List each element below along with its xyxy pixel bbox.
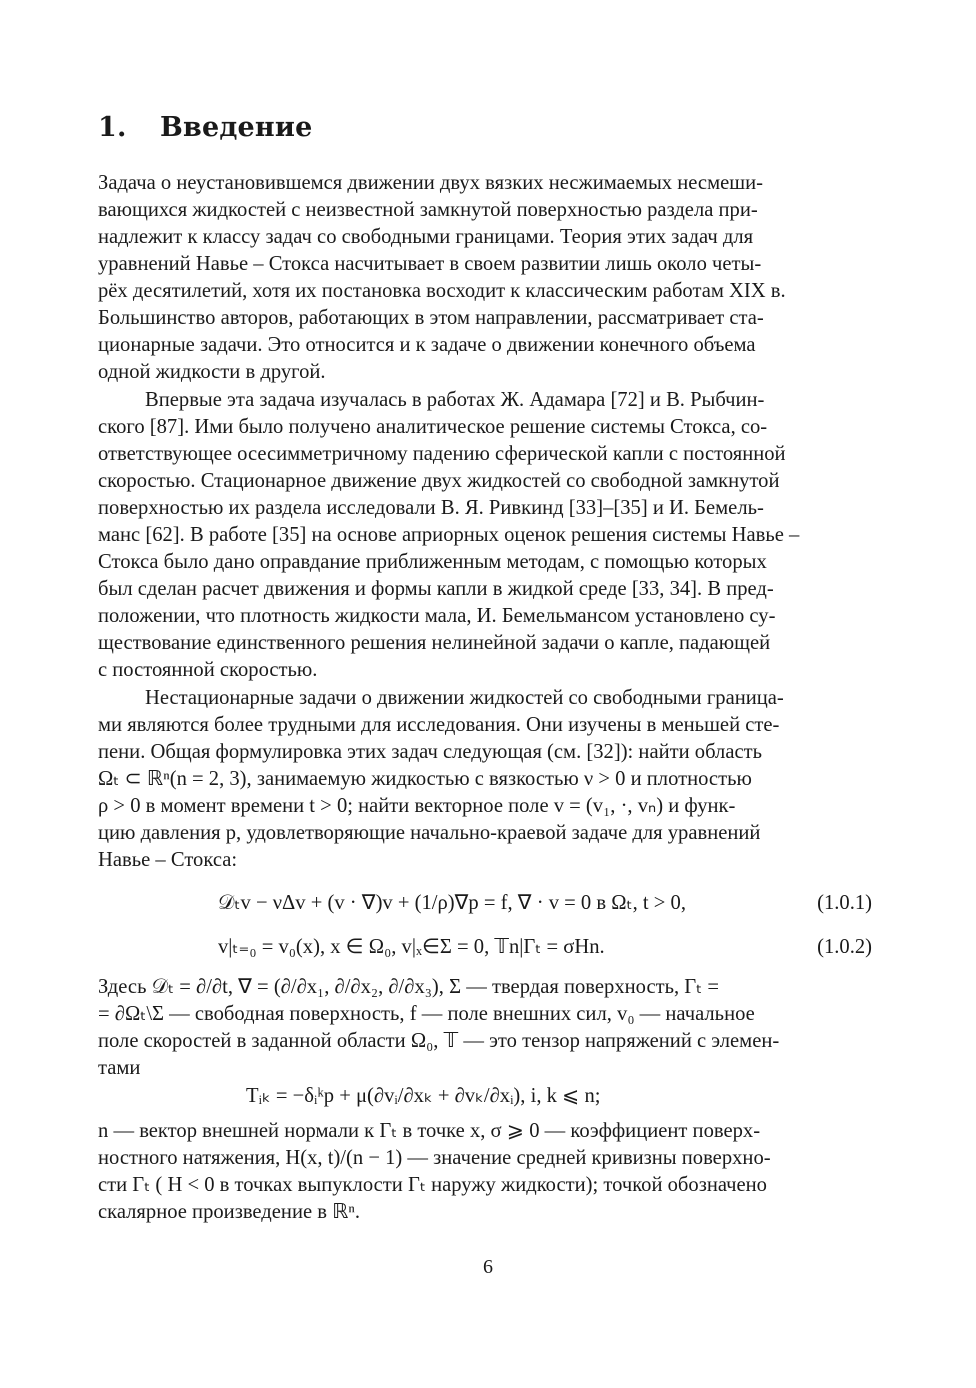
text-line: ми являются более трудными для исследования. Они изучены в меньшей сте- <box>98 714 780 736</box>
equation-number: (1.0.2) <box>817 936 872 958</box>
text-line: манс [62]. В работе [35] на основе априорных оценок решения системы Навье – <box>98 524 800 546</box>
text-line: поверхностью их раздела исследовали В. Я. Ривкинд [33]–[35] и И. Бемель- <box>98 497 764 519</box>
equation-1-0-2: v|ₜ₌₀ = v₀(x), x ∈ Ω₀, v|ₓ∈Σ = 0, 𝕋n|Γₜ = σHn. <box>218 936 605 958</box>
section-title: Введение <box>160 112 313 143</box>
text-line: ответствующее осесимметричному падению сферической капли с постоянной <box>98 443 786 465</box>
text-line: сти Γₜ ( H < 0 в точках выпуклости Γₜ наружу жидкости); точкой обозначено <box>98 1174 767 1196</box>
text-line: положении, что плотность жидкости мала, И. Бемельмансом установлено су- <box>98 605 776 627</box>
text-line: Здесь 𝒟ₜ = ∂/∂t, ∇ = (∂/∂x₁, ∂/∂x₂, ∂/∂x₃), Σ — твердая поверхность, Γₜ = <box>98 976 720 998</box>
text-line: пени. Общая формулировка этих задач следующая (см. [32]): найти область <box>98 741 762 763</box>
text-line: Впервые эта задача изучалась в работах Ж. Адамара [72] и В. Рыбчин- <box>145 389 765 411</box>
text-line: ционарные задачи. Это относится и к задаче о движении конечного объема <box>98 334 756 356</box>
text-line: цию давления p, удовлетворяющие начально-краевой задаче для уравнений <box>98 822 761 844</box>
text-line: ρ > 0 в момент времени t > 0; найти векторное поле v = (v₁, ·, vₙ) и функ- <box>98 795 736 817</box>
text-line: скоростью. Стационарное движение двух жидкостей со свободной замкнутой <box>98 470 780 492</box>
text-line: ского [87]. Ими было получено аналитическое решение системы Стокса, со- <box>98 416 768 438</box>
stress-tensor-formula: Tᵢₖ = −δᵢᵏp + μ(∂vᵢ/∂xₖ + ∂vₖ/∂xᵢ), i, k ⩽ n; <box>246 1085 601 1107</box>
text-line: n — вектор внешней нормали к Γₜ в точке x, σ ⩾ 0 — коэффициент поверх- <box>98 1120 761 1142</box>
text-line: Навье – Стокса: <box>98 849 238 871</box>
text-line: скалярное произведение в ℝⁿ. <box>98 1201 361 1223</box>
text-line: рёх десятилетий, хотя их постановка восходит к классическим работам XIX в. <box>98 280 786 302</box>
equation-1-0-1: 𝒟ₜv − νΔv + (v · ∇)v + (1/ρ)∇p = f, ∇ · v = 0 в Ωₜ, t > 0, <box>218 892 686 914</box>
text-line: ществование единственного решения нелинейной задачи о капле, падающей <box>98 632 771 654</box>
text-line: Стокса было дано оправдание приближенным методам, с помощью которых <box>98 551 767 573</box>
section-number: 1. <box>98 112 127 143</box>
text-line: уравнений Навье – Стокса насчитывает в своем развитии лишь около четы- <box>98 253 762 275</box>
equation-number: (1.0.1) <box>817 892 872 914</box>
text-line: = ∂Ωₜ\Σ — свободная поверхность, f — поле внешних сил, v₀ — начальное <box>98 1003 755 1025</box>
text-line: с постоянной скоростью. <box>98 659 318 681</box>
text-line: вающихся жидкостей с неизвестной замкнутой поверхностью раздела при- <box>98 199 758 221</box>
text-line: был сделан расчет движения и формы капли в жидкой среде [33, 34]. В пред- <box>98 578 774 600</box>
text-line: одной жидкости в другой. <box>98 361 326 383</box>
text-line: Нестационарные задачи о движении жидкостей со свободными граница- <box>145 687 784 709</box>
text-line: Большинство авторов, работающих в этом направлении, рассматривает ста- <box>98 307 764 329</box>
text-line: Ωₜ ⊂ ℝⁿ(n = 2, 3), занимаемую жидкостью с вязкостью ν > 0 и плотностью <box>98 768 752 790</box>
section-heading <box>98 112 313 143</box>
page-number: 6 <box>483 1256 493 1278</box>
text-line: Задача о неустановившемся движении двух вязких несжимаемых несмеши- <box>98 172 763 194</box>
text-line: поле скоростей в заданной области Ω₀, 𝕋 — это тензор напряжений с элемен- <box>98 1030 780 1052</box>
text-line: тами <box>98 1057 141 1079</box>
text-line: надлежит к классу задач со свободными границами. Теория этих задач для <box>98 226 754 248</box>
text-line: ностного натяжения, H(x, t)/(n − 1) — значение средней кривизны поверхно- <box>98 1147 771 1169</box>
